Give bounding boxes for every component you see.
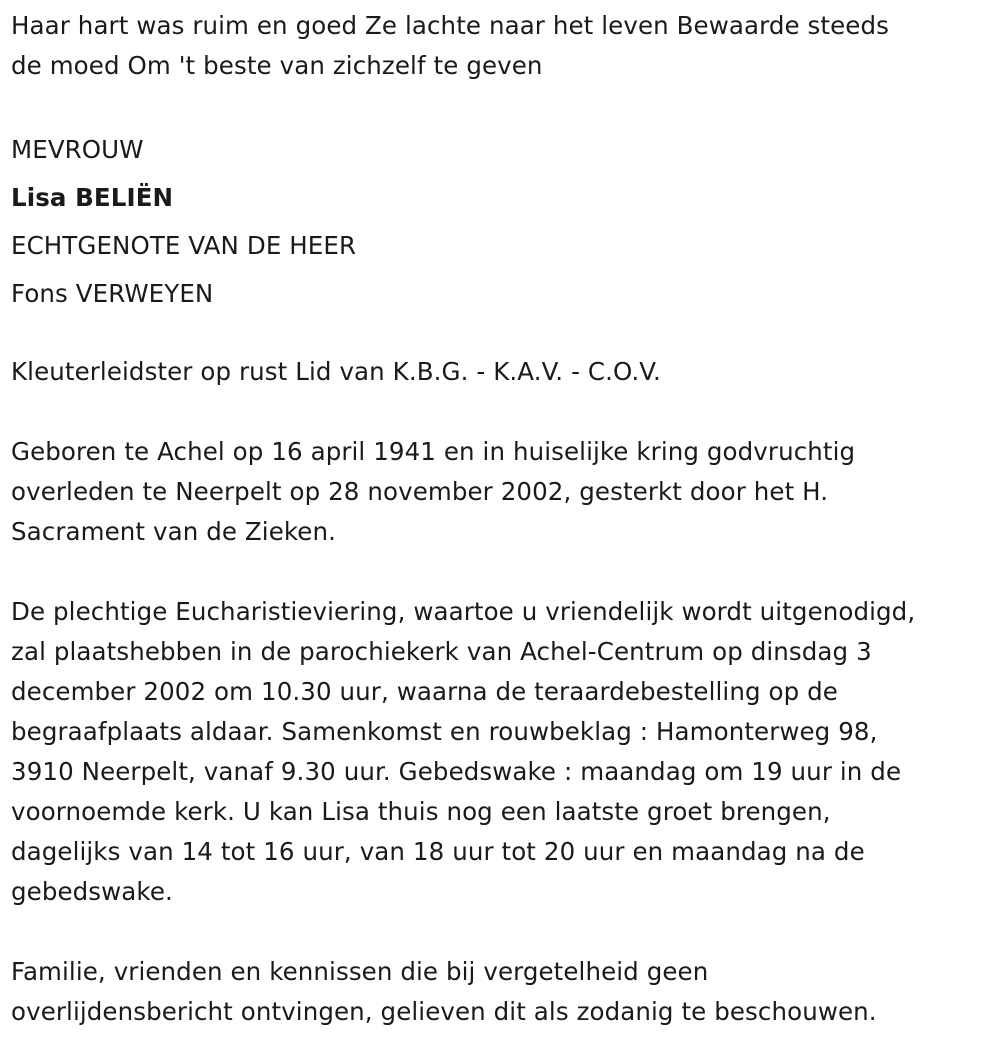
ceremony-line-1: De plechtige Eucharistieviering, waartoe u vriendelijk wordt uitgenodigd, — [11, 597, 916, 626]
birth-death-paragraph — [11, 432, 996, 552]
occupation-paragraph — [11, 352, 996, 392]
person-title: MEVROUW — [11, 135, 144, 164]
birth-death-line-3: Sacrament van de Zieken. — [11, 517, 336, 546]
ceremony-paragraph — [11, 592, 996, 912]
poem-paragraph — [11, 6, 996, 86]
birth-death-line-2: overleden te Neerpelt op 28 november 2002, gesterkt door het H. — [11, 477, 829, 506]
obituary-document — [11, 6, 996, 1032]
person-relation: ECHTGENOTE VAN DE HEER — [11, 231, 357, 260]
poem-line-1: Haar hart was ruim en goed Ze lachte naar het leven Bewaarde steeds — [11, 11, 889, 40]
ceremony-line-3: december 2002 om 10.30 uur, waarna de teraardebestelling op de — [11, 677, 838, 706]
closing-line-1: Familie, vrienden en kennissen die bij vergetelheid geen — [11, 957, 709, 986]
person-block — [11, 126, 996, 318]
ceremony-line-8: gebedswake. — [11, 877, 173, 906]
ceremony-line-6: voornoemde kerk. U kan Lisa thuis nog een laatste groet brengen, — [11, 797, 831, 826]
birth-death-line-1: Geboren te Achel op 16 april 1941 en in huiselijke kring godvruchtig — [11, 437, 856, 466]
person-name: Lisa BELIËN — [11, 183, 174, 212]
ceremony-line-7: dagelijks van 14 tot 16 uur, van 18 uur tot 20 uur en maandag na de — [11, 837, 865, 866]
ceremony-line-5: 3910 Neerpelt, vanaf 9.30 uur. Gebedswake : maandag om 19 uur in de — [11, 757, 902, 786]
ceremony-line-2: zal plaatshebben in de parochiekerk van Achel-Centrum op dinsdag 3 — [11, 637, 872, 666]
closing-line-2: overlijdensbericht ontvingen, gelieven dit als zodanig te beschouwen. — [11, 997, 877, 1026]
occupation-line: Kleuterleidster op rust Lid van K.B.G. - K.A.V. - C.O.V. — [11, 357, 661, 386]
poem-line-2: de moed Om 't beste van zichzelf te geven — [11, 51, 543, 80]
closing-paragraph — [11, 952, 996, 1032]
person-spouse: Fons VERWEYEN — [11, 279, 214, 308]
ceremony-line-4: begraafplaats aldaar. Samenkomst en rouwbeklag : Hamonterweg 98, — [11, 717, 878, 746]
